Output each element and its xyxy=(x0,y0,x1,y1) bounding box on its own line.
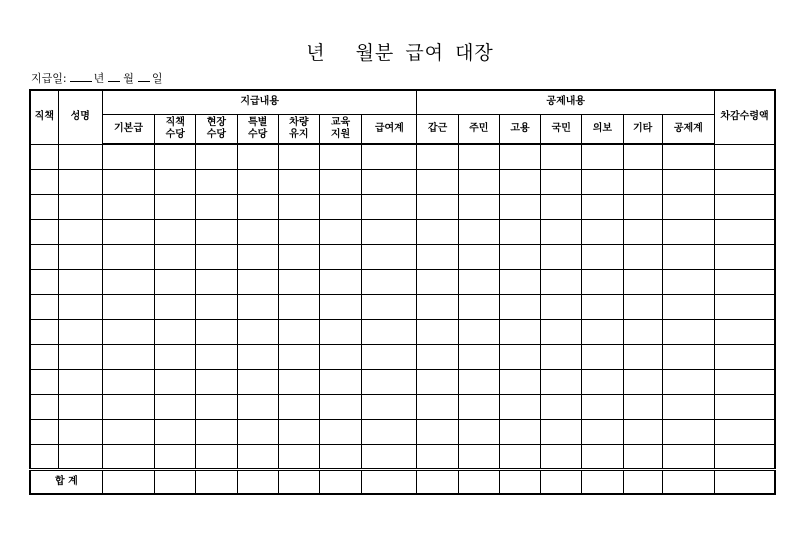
table-cell[interactable] xyxy=(237,169,278,194)
table-cell[interactable] xyxy=(196,344,237,369)
total-cell[interactable] xyxy=(362,469,417,494)
table-cell[interactable] xyxy=(196,219,237,244)
total-cell[interactable] xyxy=(278,469,319,494)
table-cell[interactable] xyxy=(417,244,458,269)
table-cell[interactable] xyxy=(417,294,458,319)
table-cell[interactable] xyxy=(30,219,58,244)
table-cell[interactable] xyxy=(319,394,361,419)
table-cell[interactable] xyxy=(102,419,154,444)
table-cell[interactable] xyxy=(623,344,662,369)
table-cell[interactable] xyxy=(30,319,58,344)
table-cell[interactable] xyxy=(623,319,662,344)
table-cell[interactable] xyxy=(319,194,361,219)
table-cell[interactable] xyxy=(155,244,196,269)
header-deduction-col: 국민 xyxy=(541,114,582,144)
table-cell[interactable] xyxy=(582,244,623,269)
table-cell[interactable] xyxy=(715,194,775,219)
table-row xyxy=(30,419,775,444)
table-cell[interactable] xyxy=(541,394,582,419)
table-cell[interactable] xyxy=(662,444,714,469)
table-cell[interactable] xyxy=(662,319,714,344)
table-cell[interactable] xyxy=(582,319,623,344)
table-cell[interactable] xyxy=(499,394,540,419)
table-cell[interactable] xyxy=(155,319,196,344)
table-cell[interactable] xyxy=(623,294,662,319)
table-cell[interactable] xyxy=(417,394,458,419)
table-cell[interactable] xyxy=(30,344,58,369)
table-cell[interactable] xyxy=(715,269,775,294)
table-cell[interactable] xyxy=(362,219,417,244)
table-cell[interactable] xyxy=(319,369,361,394)
table-cell[interactable] xyxy=(155,169,196,194)
table-cell[interactable] xyxy=(30,169,58,194)
title-month: 월분 xyxy=(355,42,395,64)
table-cell[interactable] xyxy=(458,444,499,469)
table-cell[interactable] xyxy=(458,169,499,194)
table-cell[interactable] xyxy=(417,419,458,444)
document-title xyxy=(0,38,800,65)
table-cell[interactable] xyxy=(623,269,662,294)
table-cell[interactable] xyxy=(662,269,714,294)
table-cell[interactable] xyxy=(58,369,102,394)
day-blank xyxy=(138,72,150,82)
table-row xyxy=(30,169,775,194)
table-cell[interactable] xyxy=(417,444,458,469)
table-cell[interactable] xyxy=(58,344,102,369)
table-cell[interactable] xyxy=(237,419,278,444)
table-cell[interactable] xyxy=(582,419,623,444)
table-cell[interactable] xyxy=(196,319,237,344)
total-cell[interactable] xyxy=(458,469,499,494)
table-cell[interactable] xyxy=(582,344,623,369)
table-cell[interactable] xyxy=(662,394,714,419)
total-cell[interactable] xyxy=(623,469,662,494)
table-cell[interactable] xyxy=(319,294,361,319)
header-line: 수당 xyxy=(247,128,268,140)
table-cell[interactable] xyxy=(541,244,582,269)
table-cell[interactable] xyxy=(237,144,278,169)
total-cell[interactable] xyxy=(582,469,623,494)
table-row xyxy=(30,294,775,319)
header-deduction-col: 주민 xyxy=(458,114,499,144)
table-cell[interactable] xyxy=(417,219,458,244)
pay-date-year: 년 xyxy=(93,72,105,85)
table-cell[interactable] xyxy=(196,394,237,419)
table-cell[interactable] xyxy=(715,344,775,369)
table-cell[interactable] xyxy=(278,194,319,219)
table-cell[interactable] xyxy=(715,219,775,244)
table-cell[interactable] xyxy=(362,169,417,194)
table-cell[interactable] xyxy=(237,244,278,269)
table-cell[interactable] xyxy=(582,394,623,419)
table-cell[interactable] xyxy=(196,294,237,319)
table-cell[interactable] xyxy=(541,369,582,394)
table-cell[interactable] xyxy=(417,319,458,344)
table-cell[interactable] xyxy=(582,194,623,219)
table-cell[interactable] xyxy=(58,419,102,444)
title-rest: 급여 대장 xyxy=(405,42,494,64)
table-cell[interactable] xyxy=(662,244,714,269)
header-deduction-col: 공제계 xyxy=(662,114,714,144)
table-cell[interactable] xyxy=(458,419,499,444)
table-cell[interactable] xyxy=(278,369,319,394)
table-cell[interactable] xyxy=(237,444,278,469)
table-cell[interactable] xyxy=(458,194,499,219)
table-cell[interactable] xyxy=(499,244,540,269)
table-cell[interactable] xyxy=(102,344,154,369)
table-cell[interactable] xyxy=(541,344,582,369)
table-cell[interactable] xyxy=(155,419,196,444)
table-cell[interactable] xyxy=(58,444,102,469)
table-cell[interactable] xyxy=(278,419,319,444)
table-cell[interactable] xyxy=(319,244,361,269)
total-cell[interactable] xyxy=(319,469,361,494)
header-deduction-col: 기타 xyxy=(623,114,662,144)
table-cell[interactable] xyxy=(319,144,361,169)
header-line: 특별 xyxy=(247,116,268,128)
table-cell[interactable] xyxy=(541,269,582,294)
total-row xyxy=(30,469,775,494)
table-cell[interactable] xyxy=(541,444,582,469)
table-cell[interactable] xyxy=(362,244,417,269)
month-blank xyxy=(108,72,120,82)
table-row xyxy=(30,144,775,169)
table-cell[interactable] xyxy=(362,394,417,419)
table-cell[interactable] xyxy=(58,269,102,294)
table-cell[interactable] xyxy=(499,344,540,369)
table-cell[interactable] xyxy=(715,319,775,344)
table-cell[interactable] xyxy=(30,194,58,219)
table-cell[interactable] xyxy=(278,169,319,194)
table-cell[interactable] xyxy=(102,444,154,469)
table-cell[interactable] xyxy=(30,244,58,269)
table-cell[interactable] xyxy=(417,194,458,219)
table-cell[interactable] xyxy=(623,169,662,194)
table-cell[interactable] xyxy=(715,294,775,319)
table-cell[interactable] xyxy=(30,294,58,319)
table-cell[interactable] xyxy=(623,369,662,394)
table-cell[interactable] xyxy=(30,444,58,469)
header-payment-col xyxy=(196,114,237,144)
total-cell[interactable] xyxy=(499,469,540,494)
table-cell[interactable] xyxy=(102,144,154,169)
table-cell[interactable] xyxy=(362,194,417,219)
table-cell[interactable] xyxy=(237,344,278,369)
table-cell[interactable] xyxy=(237,369,278,394)
table-cell[interactable] xyxy=(715,444,775,469)
table-cell[interactable] xyxy=(623,419,662,444)
table-cell[interactable] xyxy=(155,269,196,294)
header-line: 유지 xyxy=(289,128,309,140)
total-cell[interactable] xyxy=(715,469,775,494)
table-cell[interactable] xyxy=(102,394,154,419)
table-cell[interactable] xyxy=(499,319,540,344)
table-cell[interactable] xyxy=(715,244,775,269)
table-cell[interactable] xyxy=(662,219,714,244)
table-cell[interactable] xyxy=(196,419,237,444)
table-cell[interactable] xyxy=(30,369,58,394)
table-cell[interactable] xyxy=(102,244,154,269)
table-cell[interactable] xyxy=(662,169,714,194)
table-cell[interactable] xyxy=(237,219,278,244)
pay-date-month: 월 xyxy=(123,72,134,85)
table-cell[interactable] xyxy=(458,369,499,394)
table-cell[interactable] xyxy=(362,344,417,369)
table-cell[interactable] xyxy=(278,319,319,344)
title-year: 년 xyxy=(306,42,326,64)
table-cell[interactable] xyxy=(196,194,237,219)
table-cell[interactable] xyxy=(155,369,196,394)
header-payment-col xyxy=(102,114,154,144)
table-cell[interactable] xyxy=(155,294,196,319)
table-cell[interactable] xyxy=(30,269,58,294)
table-row xyxy=(30,244,775,269)
table-cell[interactable] xyxy=(237,294,278,319)
table-cell[interactable] xyxy=(458,394,499,419)
table-cell[interactable] xyxy=(58,394,102,419)
table-cell[interactable] xyxy=(458,319,499,344)
table-cell[interactable] xyxy=(499,444,540,469)
table-cell[interactable] xyxy=(541,169,582,194)
table-cell[interactable] xyxy=(196,269,237,294)
table-cell[interactable] xyxy=(278,144,319,169)
header-deduction-col: 고용 xyxy=(499,114,540,144)
table-row xyxy=(30,319,775,344)
table-cell[interactable] xyxy=(319,319,361,344)
pay-date-line xyxy=(31,70,163,86)
table-cell[interactable] xyxy=(458,219,499,244)
table-cell[interactable] xyxy=(623,144,662,169)
table-cell[interactable] xyxy=(278,219,319,244)
table-cell[interactable] xyxy=(715,394,775,419)
table-cell[interactable] xyxy=(30,144,58,169)
table-cell[interactable] xyxy=(155,144,196,169)
table-row xyxy=(30,444,775,469)
header-payment-col xyxy=(278,114,319,144)
table-row xyxy=(30,269,775,294)
table-cell[interactable] xyxy=(715,369,775,394)
table-cell[interactable] xyxy=(623,194,662,219)
table-cell[interactable] xyxy=(362,294,417,319)
table-cell[interactable] xyxy=(582,169,623,194)
total-cell[interactable] xyxy=(102,469,154,494)
table-cell[interactable] xyxy=(417,269,458,294)
header-deduction-col: 의보 xyxy=(582,114,623,144)
header-line: 급여계 xyxy=(374,122,404,134)
table-cell[interactable] xyxy=(458,294,499,319)
header-payment-col xyxy=(155,114,196,144)
table-cell[interactable] xyxy=(582,369,623,394)
table-cell[interactable] xyxy=(58,219,102,244)
table-cell[interactable] xyxy=(155,194,196,219)
table-cell[interactable] xyxy=(155,444,196,469)
table-cell[interactable] xyxy=(417,369,458,394)
table-cell[interactable] xyxy=(196,369,237,394)
table-cell[interactable] xyxy=(499,194,540,219)
table-cell[interactable] xyxy=(155,344,196,369)
table-cell[interactable] xyxy=(362,269,417,294)
table-cell[interactable] xyxy=(362,144,417,169)
header-line: 현장 xyxy=(206,116,227,128)
table-cell[interactable] xyxy=(582,444,623,469)
total-cell[interactable] xyxy=(662,469,714,494)
pay-date-day: 일 xyxy=(151,72,163,85)
table-row xyxy=(30,344,775,369)
table-cell[interactable] xyxy=(541,294,582,319)
table-cell[interactable] xyxy=(623,394,662,419)
table-cell[interactable] xyxy=(662,144,714,169)
header-line: 수당 xyxy=(206,128,227,140)
table-cell[interactable] xyxy=(319,419,361,444)
total-cell[interactable] xyxy=(196,469,237,494)
table-cell[interactable] xyxy=(417,344,458,369)
table-cell[interactable] xyxy=(541,144,582,169)
total-cell[interactable] xyxy=(237,469,278,494)
table-row xyxy=(30,394,775,419)
table-cell[interactable] xyxy=(237,194,278,219)
table-cell[interactable] xyxy=(362,444,417,469)
table-cell[interactable] xyxy=(278,244,319,269)
table-cell[interactable] xyxy=(362,419,417,444)
table-cell[interactable] xyxy=(715,144,775,169)
table-cell[interactable] xyxy=(237,319,278,344)
table-cell[interactable] xyxy=(458,269,499,294)
table-cell[interactable] xyxy=(196,144,237,169)
table-cell[interactable] xyxy=(499,219,540,244)
payroll-table xyxy=(29,89,776,495)
header-position: 직책 xyxy=(30,90,58,144)
header-line: 지원 xyxy=(330,128,351,140)
header-deduction-group: 공제내용 xyxy=(417,90,715,114)
total-cell[interactable] xyxy=(417,469,458,494)
header-net-pay: 차감수령액 xyxy=(715,90,775,144)
table-row xyxy=(30,194,775,219)
table-cell[interactable] xyxy=(319,219,361,244)
table-cell[interactable] xyxy=(278,394,319,419)
table-cell[interactable] xyxy=(58,144,102,169)
header-line: 직책 xyxy=(165,116,185,128)
table-cell[interactable] xyxy=(541,319,582,344)
header-payment-col xyxy=(319,114,361,144)
table-cell[interactable] xyxy=(541,219,582,244)
table-cell[interactable] xyxy=(278,294,319,319)
table-cell[interactable] xyxy=(196,169,237,194)
table-cell[interactable] xyxy=(102,369,154,394)
total-label: 합 계 xyxy=(30,469,102,494)
header-line: 수당 xyxy=(165,128,185,140)
table-cell[interactable] xyxy=(499,294,540,319)
table-cell[interactable] xyxy=(102,219,154,244)
table-cell[interactable] xyxy=(541,419,582,444)
table-cell[interactable] xyxy=(319,444,361,469)
table-cell[interactable] xyxy=(499,269,540,294)
table-cell[interactable] xyxy=(30,419,58,444)
table-cell[interactable] xyxy=(237,269,278,294)
table-cell[interactable] xyxy=(58,319,102,344)
table-cell[interactable] xyxy=(715,419,775,444)
table-cell[interactable] xyxy=(582,269,623,294)
header-payment-group: 지급내용 xyxy=(102,90,417,114)
table-cell[interactable] xyxy=(362,319,417,344)
table-cell[interactable] xyxy=(196,444,237,469)
table-cell[interactable] xyxy=(196,244,237,269)
table-cell[interactable] xyxy=(102,169,154,194)
total-cell[interactable] xyxy=(541,469,582,494)
pay-date-label: 지급일: xyxy=(31,72,67,85)
table-cell[interactable] xyxy=(662,294,714,319)
table-cell[interactable] xyxy=(662,194,714,219)
table-cell[interactable] xyxy=(582,219,623,244)
header-deduction-col: 갑근 xyxy=(417,114,458,144)
header-line: 차량 xyxy=(289,116,309,128)
table-cell[interactable] xyxy=(623,244,662,269)
header-line: 기본급 xyxy=(114,122,143,134)
table-cell[interactable] xyxy=(102,319,154,344)
header-payment-col xyxy=(237,114,278,144)
year-blank xyxy=(70,72,92,82)
table-cell[interactable] xyxy=(58,294,102,319)
table-cell[interactable] xyxy=(30,394,58,419)
table-cell[interactable] xyxy=(499,419,540,444)
header-payment-col xyxy=(362,114,417,144)
table-cell[interactable] xyxy=(582,294,623,319)
table-cell[interactable] xyxy=(458,344,499,369)
table-cell[interactable] xyxy=(278,269,319,294)
table-cell[interactable] xyxy=(155,394,196,419)
table-cell[interactable] xyxy=(58,194,102,219)
table-cell[interactable] xyxy=(362,369,417,394)
table-cell[interactable] xyxy=(237,394,278,419)
table-cell[interactable] xyxy=(458,144,499,169)
table-cell[interactable] xyxy=(58,244,102,269)
table-cell[interactable] xyxy=(102,294,154,319)
table-cell[interactable] xyxy=(278,444,319,469)
table-cell[interactable] xyxy=(623,219,662,244)
table-cell[interactable] xyxy=(102,194,154,219)
table-cell[interactable] xyxy=(417,144,458,169)
table-cell[interactable] xyxy=(499,169,540,194)
table-cell[interactable] xyxy=(155,219,196,244)
table-cell[interactable] xyxy=(623,444,662,469)
table-cell[interactable] xyxy=(662,419,714,444)
table-cell[interactable] xyxy=(662,344,714,369)
table-cell[interactable] xyxy=(715,169,775,194)
table-cell[interactable] xyxy=(58,169,102,194)
table-cell[interactable] xyxy=(458,244,499,269)
table-cell[interactable] xyxy=(417,169,458,194)
table-row xyxy=(30,369,775,394)
table-cell[interactable] xyxy=(499,144,540,169)
table-cell[interactable] xyxy=(319,269,361,294)
table-row xyxy=(30,219,775,244)
total-cell[interactable] xyxy=(155,469,196,494)
table-cell[interactable] xyxy=(582,144,623,169)
table-cell[interactable] xyxy=(319,169,361,194)
table-cell[interactable] xyxy=(499,369,540,394)
table-cell[interactable] xyxy=(541,194,582,219)
table-cell[interactable] xyxy=(319,344,361,369)
table-cell[interactable] xyxy=(102,269,154,294)
table-cell[interactable] xyxy=(278,344,319,369)
header-name: 성명 xyxy=(58,90,102,144)
table-cell[interactable] xyxy=(662,369,714,394)
header-line: 교육 xyxy=(330,116,351,128)
